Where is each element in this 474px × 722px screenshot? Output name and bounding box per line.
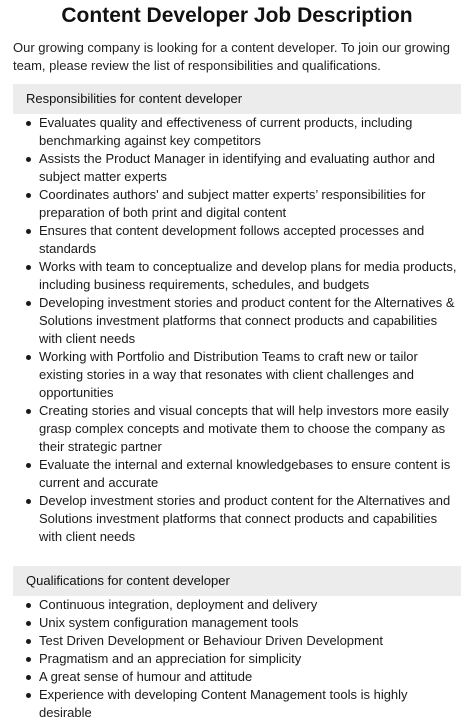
responsibility-item: Coordinates authors' and subject matter experts’ responsibilities for preparation of both print and digital content [39,186,461,222]
responsibility-item: Works with team to conceptualize and develop plans for media products, including business requirements, schedules, and budgets [39,258,461,294]
responsibilities-header: Responsibilities for content developer [13,84,461,114]
responsibilities-list [13,114,461,546]
responsibility-item: Ensures that content development follows accepted processes and standards [39,222,461,258]
qualification-item: A great sense of humour and attitude [39,668,461,686]
responsibility-item: Assists the Product Manager in identifying and evaluating author and subject matter experts [39,150,461,186]
qualification-item: Pragmatism and an appreciation for simplicity [39,650,461,668]
responsibility-item: Evaluate the internal and external knowledgebases to ensure content is current and accurate [39,456,461,492]
qualifications-header: Qualifications for content developer [13,566,461,596]
qualification-item: Experience with developing Content Management tools is highly desirable [39,686,461,722]
responsibility-item: Developing investment stories and product content for the Alternatives & Solutions investment platforms that connect products and capabilities with client needs [39,294,461,348]
qualification-item: Test Driven Development or Behaviour Driven Development [39,632,461,650]
responsibility-item: Working with Portfolio and Distribution Teams to craft new or tailor existing stories in a way that resonates with client challenges and opportunities [39,348,461,402]
page-title: Content Developer Job Description [61,4,413,27]
qualification-item: Continuous integration, deployment and delivery [39,596,461,614]
qualification-item: Unix system configuration management tools [39,614,461,632]
responsibility-item: Develop investment stories and product content for the Alternatives and Solutions investment platforms that connect products and capabilities with client needs [39,492,461,546]
responsibility-item: Evaluates quality and effectiveness of current products, including benchmarking against key competitors [39,114,461,150]
qualifications-list [13,596,461,722]
responsibility-item: Creating stories and visual concepts that will help investors more easily grasp complex concepts and motivate them to choose the company as their strategic partner [39,402,461,456]
intro-paragraph: Our growing company is looking for a content developer. To join our growing team, please review the list of responsibilities and qualifications. [13,40,450,73]
